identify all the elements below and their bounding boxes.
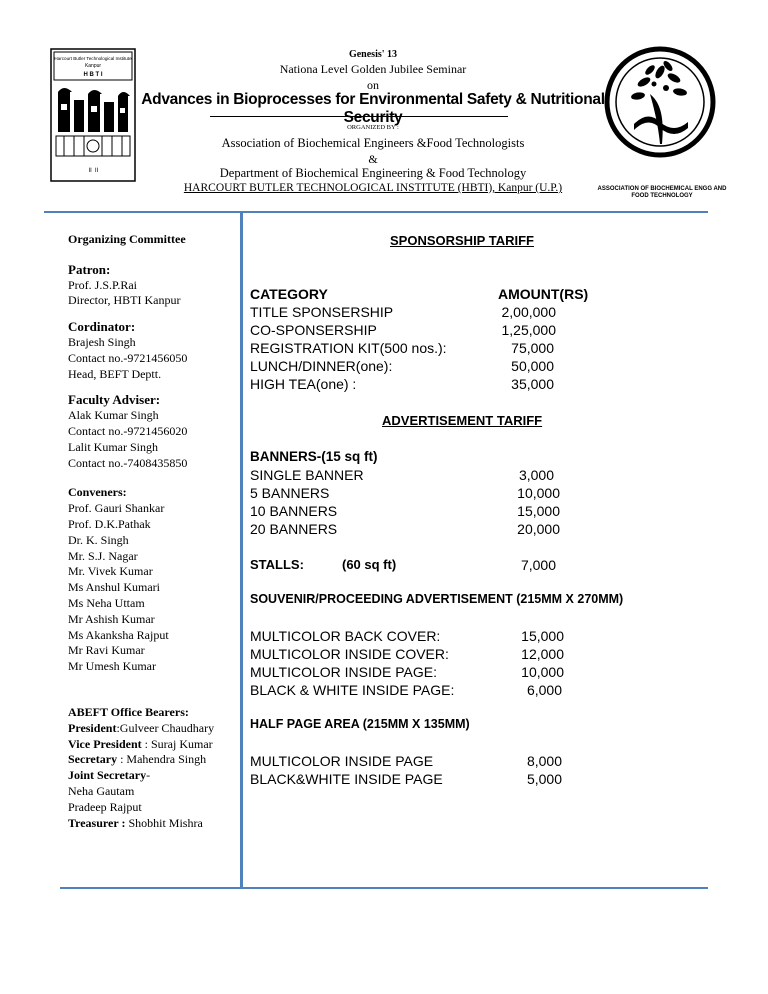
treasurer-line: [68, 816, 240, 832]
souvenir-label: MULTICOLOR BACK COVER:: [250, 628, 441, 644]
abeft-logo: [604, 44, 716, 160]
secretary-line: [68, 752, 240, 768]
joint-secretary-line: [68, 768, 240, 784]
adviser-line: Contact no.-7408435850: [68, 455, 188, 470]
advertisement-heading: ADVERTISEMENT TARIFF: [382, 413, 543, 428]
president-line: [68, 721, 240, 737]
convener: Prof. Gauri Shankar: [68, 501, 165, 516]
ampersand: &: [368, 152, 378, 166]
coordinator-name: Brajesh Singh: [68, 334, 136, 349]
vice-president-line: [68, 737, 240, 753]
joint-secretary-name: Pradeep Rajput: [68, 799, 142, 814]
stalls-size: (60 sq ft): [342, 557, 397, 572]
convener: Prof. D.K.Pathak: [68, 516, 151, 531]
sponsorship-amount: 50,000: [511, 358, 554, 374]
stalls-label: STALLS:: [250, 557, 304, 572]
coordinator-designation: Head, BEFT Deptt.: [68, 366, 162, 381]
joint-secretary-dash: -: [146, 768, 151, 783]
bottom-divider: [60, 887, 708, 889]
sponsorship-amount: 2,00,000: [501, 304, 556, 320]
banner-amount: 10,000: [517, 485, 560, 501]
svg-text:Harcourt Butler Technological: Harcourt Butler Technological Institute: [54, 56, 132, 61]
half-page-label: BLACK&WHITE INSIDE PAGE: [250, 771, 443, 787]
vice-president-name: : Suraj Kumar: [141, 736, 213, 751]
conveners-title: Conveners:: [68, 485, 127, 500]
half-page-title: HALF PAGE AREA (215MM X 135MM): [250, 717, 470, 731]
sponsorship-label: TITLE SPONSERSHIP: [250, 304, 394, 320]
patron-designation: Director, HBTI Kanpur: [68, 293, 181, 308]
sponsorship-label: CO-SPONSERSHIP: [250, 322, 377, 338]
institute-name: HARCOURT BUTLER TECHNOLOGICAL INSTITUTE (HBTI), Kanpur (U.P.): [183, 182, 563, 194]
organizing-committee: [68, 232, 240, 831]
president-label: President: [68, 720, 117, 735]
banner-amount: 20,000: [517, 521, 560, 537]
convener: Mr Ashish Kumar: [68, 611, 155, 626]
sponsorship-amount: 1,25,000: [501, 322, 556, 338]
on-label: on: [367, 78, 379, 92]
sponsorship-amount: 75,000: [511, 340, 554, 356]
sponsorship-label: REGISTRATION KIT(500 nos.):: [250, 340, 447, 356]
stalls-amount: 7,000: [520, 557, 556, 573]
svg-text:Kanpur: Kanpur: [84, 63, 102, 69]
svg-text:H B T I: H B T I: [83, 72, 103, 78]
president-name: :Gulveer Chaudhary: [116, 720, 215, 735]
bearers-title: ABEFT Office Bearers:: [68, 704, 189, 719]
souvenir-amount: 15,000: [521, 628, 564, 644]
vice-president-label: Vice President: [68, 736, 142, 751]
banner-label: 20 BANNERS: [250, 521, 338, 537]
coordinator-title: Cordinator:: [68, 319, 136, 335]
half-page-label: MULTICOLOR INSIDE PAGE: [250, 753, 434, 769]
secretary-label: Secretary: [68, 752, 118, 767]
category-header: CATEGORY: [250, 286, 328, 302]
souvenir-label: BLACK & WHITE INSIDE PAGE:: [250, 682, 455, 698]
organized-by-label: ORGANIZED BY :: [347, 124, 399, 131]
convener: Mr. Vivek Kumar: [68, 564, 153, 579]
adviser-line: Lalit Kumar Singh: [68, 439, 158, 454]
amount-header: AMOUNT(RS): [498, 286, 589, 302]
souvenir-amount: 10,000: [521, 664, 564, 680]
patron-title: Patron:: [68, 261, 111, 277]
seminar-title: Advances in Bioprocesses for Environmental Safety & Nutritional Security: [141, 91, 605, 126]
sponsorship-label: LUNCH/DINNER(one):: [250, 358, 393, 374]
banner-label: 10 BANNERS: [250, 503, 338, 519]
souvenir-title: SOUVENIR/PROCEEDING ADVERTISEMENT (215MM X 270MM): [250, 592, 624, 606]
sponsorship-label: HIGH TEA(one) :: [250, 376, 357, 392]
convener: Mr Ravi Kumar: [68, 643, 145, 658]
patron-name: Prof. J.S.P.Rai: [68, 277, 138, 292]
souvenir-amount: 12,000: [521, 646, 564, 662]
coordinator-contact: Contact no.-9721456050: [68, 350, 188, 365]
souvenir-label: MULTICOLOR INSIDE PAGE:: [250, 664, 437, 680]
committee-heading: Organizing Committee: [68, 232, 186, 246]
banner-amount: 15,000: [517, 503, 560, 519]
souvenir-amount: 6,000: [526, 682, 562, 698]
joint-secretary-label: Joint Secretary: [68, 768, 147, 783]
banners-title: BANNERS-(15 sq ft): [250, 449, 378, 464]
half-page-amount: 8,000: [526, 753, 562, 769]
sponsorship-heading: SPONSORSHIP TARIFF: [390, 233, 534, 248]
adviser-line: Alak Kumar Singh: [68, 408, 159, 423]
convener: Mr. S.J. Nagar: [68, 548, 138, 563]
half-page-amount: 5,000: [526, 771, 562, 787]
adviser-line: Contact no.-9721456020: [68, 423, 188, 438]
column-divider: [240, 212, 243, 887]
treasurer-name: Shobhit Mishra: [125, 815, 203, 830]
convener: Ms Anshul Kumari: [68, 580, 161, 595]
adviser-title: Faculty Adviser:: [68, 392, 161, 408]
treasurer-label: Treasurer :: [68, 815, 126, 830]
joint-secretary-name: Neha Gautam: [68, 783, 135, 798]
genesis-label: Genesis' 13: [348, 49, 398, 60]
top-divider: [44, 211, 708, 213]
svg-text:॥ ॥: ॥ ॥: [87, 166, 99, 174]
association-name: Association of Biochemical Engineers &Food Technologists: [221, 136, 525, 150]
banner-label: SINGLE BANNER: [250, 467, 364, 483]
convener: Mr Umesh Kumar: [68, 659, 156, 674]
department-name: Department of Biochemical Engineering & Food Technology: [219, 166, 527, 180]
banner-label: 5 BANNERS: [250, 485, 330, 501]
sponsorship-amount: 35,000: [511, 376, 554, 392]
abeft-logo-caption: ASSOCIATION OF BIOCHEMICAL ENGG AND FOOD TECHNOLOGY: [597, 186, 727, 199]
convener: Ms Akanksha Rajput: [68, 627, 169, 642]
convener: Dr. K. Singh: [68, 532, 129, 547]
header-divider: [210, 116, 508, 117]
banner-amount: 3,000: [518, 467, 554, 483]
souvenir-label: MULTICOLOR INSIDE COVER:: [250, 646, 449, 662]
secretary-name: : Mahendra Singh: [117, 752, 207, 767]
hbti-logo: [50, 48, 136, 182]
seminar-label: Nationa Level Golden Jubilee Seminar: [279, 62, 467, 76]
convener: Ms Neha Uttam: [68, 595, 145, 610]
